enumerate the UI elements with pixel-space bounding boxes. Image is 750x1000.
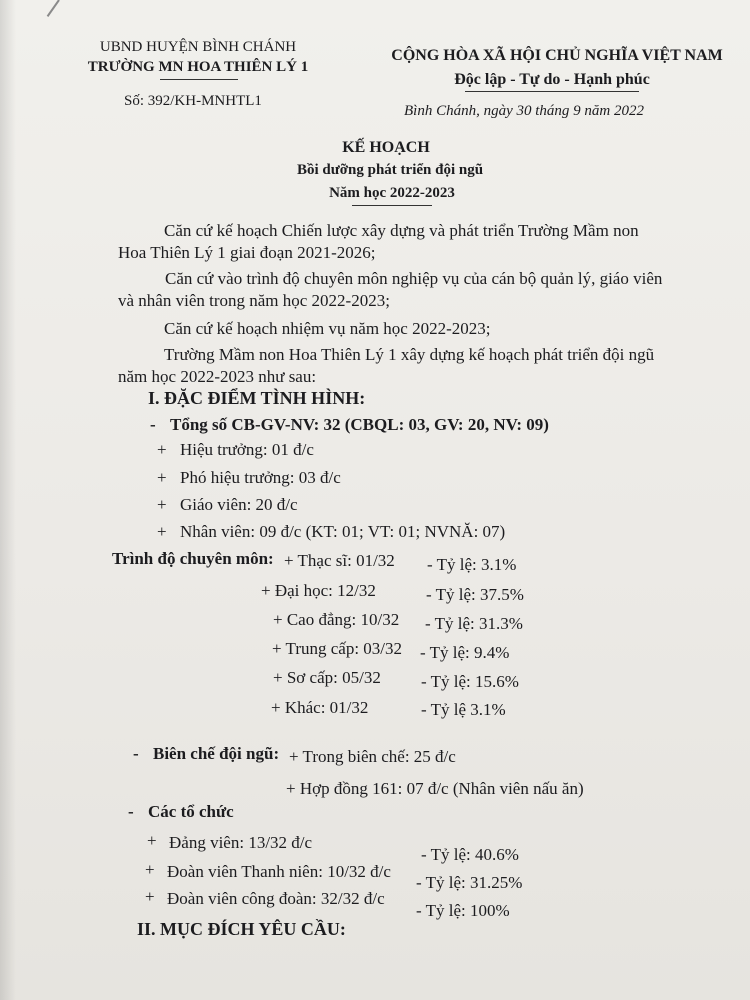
org-party-ratio: - Tỷ lệ: 40.6% <box>421 845 519 864</box>
staff-bullet: + <box>157 522 167 541</box>
staff-bullet: + <box>157 440 167 459</box>
doc-number: Số: 392/KH-MNHTL1 <box>124 93 262 109</box>
school-underline <box>160 79 238 80</box>
org-youth: Đoàn viên Thanh niên: 10/32 đ/c <box>167 862 391 881</box>
org-youth-ratio: - Tỷ lệ: 31.25% <box>416 873 523 892</box>
national-motto: Độc lập - Tự do - Hạnh phúc <box>454 71 650 88</box>
qual-elementary: + Sơ cấp: 05/32 <box>273 668 381 687</box>
qual-intermediate: + Trung cấp: 03/32 <box>272 639 403 658</box>
preamble-4-line1: Trường Mầm non Hoa Thiên Lý 1 xây dựng kế hoạch phát triển đội ngũ <box>164 345 655 364</box>
qual-university-ratio: - Tỷ lệ: 37.5% <box>426 585 524 604</box>
org-dash: - <box>128 802 134 821</box>
qual-masters-ratio: - Tỷ lệ: 3.1% <box>427 555 517 574</box>
qual-masters: + Thạc sĩ: 01/32 <box>284 551 395 570</box>
qual-other: + Khác: 01/32 <box>271 698 369 717</box>
title-underline <box>352 205 432 206</box>
agency-name: UBND HUYỆN BÌNH CHÁNH <box>99 39 297 55</box>
staffing-label: Biên chế đội ngũ: <box>153 744 280 763</box>
preamble-1-line1: Căn cứ kế hoạch Chiến lược xây dựng và phát triển Trường Mầm non <box>164 221 639 240</box>
qual-intermediate-ratio: - Tỷ lệ: 9.4% <box>420 643 510 662</box>
qualification-label: Trình độ chuyên môn: <box>112 549 274 568</box>
pen-mark <box>47 0 60 17</box>
staff-principal: Hiệu trưởng: 01 đ/c <box>180 440 314 459</box>
org-union: Đoàn viên công đoàn: 32/32 đ/c <box>167 889 385 908</box>
staff-bullet: + <box>157 495 167 514</box>
doc-year: Năm học 2022-2023 <box>329 185 455 201</box>
preamble-4-line2: năm học 2022-2023 như sau: <box>118 367 317 386</box>
org-party: Đảng viên: 13/32 đ/c <box>169 833 313 852</box>
staffing-permanent: + Trong biên chế: 25 đ/c <box>289 747 456 766</box>
staff-vice-principal: Phó hiệu trưởng: 03 đ/c <box>180 468 341 487</box>
org-bullet: + <box>147 831 157 850</box>
staff-bullet: + <box>157 468 167 487</box>
doc-subtitle: Bồi dưỡng phát triển đội ngũ <box>296 162 484 178</box>
page-shadow <box>0 0 16 1000</box>
preamble-3: Căn cứ kế hoạch nhiệm vụ năm học 2022-2023; <box>164 319 491 338</box>
national-title: CỘNG HÒA XÃ HỘI CHỦ NGHĨA VIỆT NAM <box>391 47 723 64</box>
org-label: Các tổ chức <box>148 802 234 821</box>
qual-other-ratio: - Tỷ lệ 3.1% <box>421 700 506 719</box>
preamble-2-line1: Căn cứ vào trình độ chuyên môn nghiệp vụ của cán bộ quản lý, giáo viên <box>165 269 663 288</box>
qual-college-ratio: - Tỷ lệ: 31.3% <box>425 614 523 633</box>
section-2-heading: II. MỤC ĐÍCH YÊU CẦU: <box>137 919 346 939</box>
org-bullet: + <box>145 887 155 906</box>
staffing-contract: + Hợp đồng 161: 07 đ/c (Nhân viên nấu ăn) <box>286 779 584 798</box>
total-staff: Tổng số CB-GV-NV: 32 (CBQL: 03, GV: 20, NV: 09) <box>170 415 549 434</box>
qual-elementary-ratio: - Tỷ lệ: 15.6% <box>421 672 519 691</box>
school-name: TRƯỜNG MN HOA THIÊN LÝ 1 <box>87 59 309 75</box>
staff-employees: Nhân viên: 09 đ/c (KT: 01; VT: 01; NVNĂ: 07) <box>180 522 506 541</box>
qual-college: + Cao đẳng: 10/32 <box>273 610 400 629</box>
motto-underline <box>465 91 639 92</box>
place-date: Bình Chánh, ngày 30 tháng 9 năm 2022 <box>404 103 644 119</box>
staffing-dash: - <box>133 744 139 763</box>
preamble-2-line2: và nhân viên trong năm học 2022-2023; <box>118 291 390 310</box>
staff-teachers: Giáo viên: 20 đ/c <box>180 495 298 514</box>
section-1-heading: I. ĐẶC ĐIỂM TÌNH HÌNH: <box>148 388 366 408</box>
total-staff-dash: - <box>150 415 156 434</box>
preamble-1-line2: Hoa Thiên Lý 1 giai đoạn 2021-2026; <box>118 243 376 262</box>
doc-title: KẾ HOẠCH <box>342 139 430 156</box>
qual-university: + Đại học: 12/32 <box>261 581 376 600</box>
org-bullet: + <box>145 860 155 879</box>
org-union-ratio: - Tỷ lệ: 100% <box>416 901 510 920</box>
